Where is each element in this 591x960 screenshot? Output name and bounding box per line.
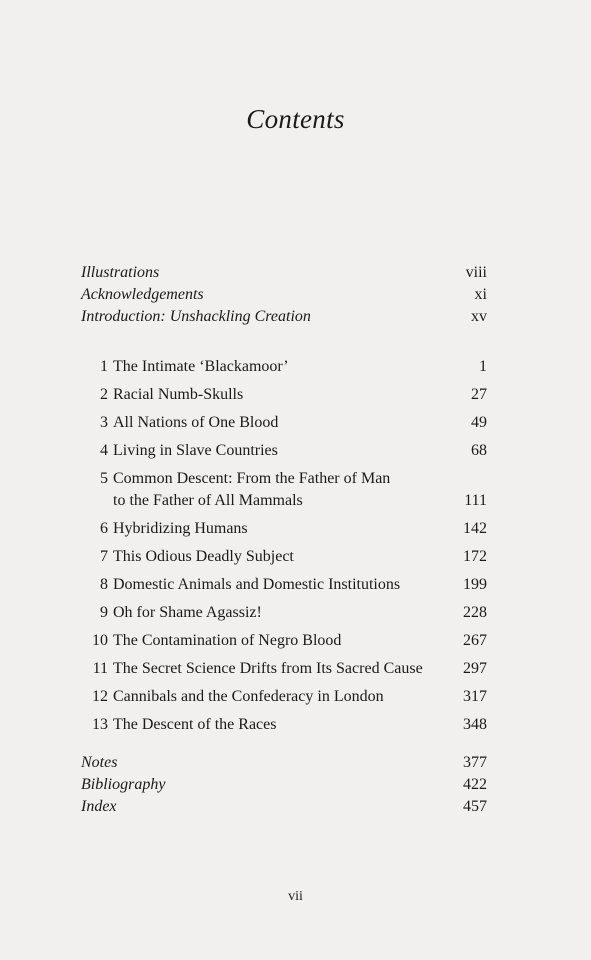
chapter-number: 12 (92, 688, 108, 705)
chapter-page: 142 (463, 520, 487, 537)
chapter-number: 4 (100, 442, 108, 459)
chapter-title-line-1: Common Descent: From the Father of Man (113, 470, 391, 487)
chapter-entry[interactable] (81, 596, 489, 624)
chapter-entry[interactable] (81, 350, 489, 378)
chapter-title: Oh for Shame Agassiz! (113, 604, 262, 621)
chapter-page: 317 (463, 688, 487, 705)
toc-entry[interactable] (81, 796, 489, 818)
chapter-page: 27 (471, 386, 487, 403)
chapter-page: 348 (463, 716, 487, 733)
toc-entry-page: viii (465, 264, 487, 281)
back-matter-list (81, 752, 489, 818)
chapter-page: 111 (464, 492, 487, 509)
chapter-number: 7 (100, 548, 108, 565)
chapter-page: 49 (471, 414, 487, 431)
chapter-title: Living in Slave Countries (113, 442, 278, 459)
chapter-entry[interactable] (81, 624, 489, 652)
chapter-page: 228 (463, 604, 487, 621)
chapter-title: All Nations of One Blood (113, 414, 279, 431)
chapter-number: 11 (92, 660, 108, 677)
toc-entry-label: Notes (81, 754, 118, 771)
chapter-entry[interactable] (81, 652, 489, 680)
toc-entry-page: 377 (463, 754, 487, 771)
chapter-page: 267 (463, 632, 487, 649)
toc-entry-page: xv (471, 308, 487, 325)
chapter-entry[interactable] (81, 680, 489, 708)
chapter-page: 297 (463, 660, 487, 677)
toc-entry-label: Acknowledgements (81, 286, 204, 303)
chapter-title: The Intimate ‘Blackamoor’ (113, 358, 289, 375)
toc-entry[interactable] (81, 752, 489, 774)
chapter-entry[interactable] (81, 434, 489, 462)
chapter-entry[interactable] (81, 406, 489, 434)
toc-entry-page: 457 (463, 798, 487, 815)
chapter-entry[interactable] (81, 540, 489, 568)
chapter-number: 2 (100, 386, 108, 403)
chapter-list (81, 350, 489, 736)
chapter-title: Hybridizing Humans (113, 520, 248, 537)
chapter-number: 13 (92, 716, 108, 733)
chapter-title-line-2: to the Father of All Mammals (113, 492, 303, 509)
chapter-page: 68 (471, 442, 487, 459)
chapter-entry[interactable] (81, 378, 489, 406)
toc-entry-page: xi (474, 286, 487, 303)
toc-entry[interactable] (81, 774, 489, 796)
chapter-number: 1 (100, 358, 108, 375)
chapter-title: The Descent of the Races (113, 716, 277, 733)
chapter-number: 9 (100, 604, 108, 621)
toc-entry[interactable] (81, 284, 489, 306)
chapter-entry[interactable] (81, 708, 489, 736)
toc-entry-label: Index (81, 798, 117, 815)
chapter-number: 3 (100, 414, 108, 431)
chapter-title: The Contamination of Negro Blood (113, 632, 342, 649)
chapter-page: 1 (479, 358, 487, 375)
chapter-number: 6 (100, 520, 108, 537)
chapter-title: The Secret Science Drifts from Its Sacred Cause (113, 660, 423, 677)
toc-entry-label: Illustrations (81, 264, 160, 281)
chapter-entry[interactable] (81, 462, 489, 512)
chapter-title: Domestic Animals and Domestic Institutions (113, 576, 401, 593)
page-title: Contents (246, 104, 345, 134)
chapter-number: 8 (100, 576, 108, 593)
chapter-title: Cannibals and the Confederacy in London (113, 688, 384, 705)
chapter-page: 172 (463, 548, 487, 565)
toc-entry-label: Bibliography (81, 776, 166, 793)
chapter-number: 10 (92, 632, 108, 649)
toc-entry-page: 422 (463, 776, 487, 793)
chapter-entry[interactable] (81, 512, 489, 540)
chapter-title (113, 468, 427, 512)
chapter-page: 199 (463, 576, 487, 593)
toc-entry[interactable] (81, 306, 489, 328)
chapter-number: 5 (100, 470, 108, 487)
chapter-entry[interactable] (81, 568, 489, 596)
toc-entry[interactable] (81, 262, 489, 284)
page-number: vii (288, 889, 303, 904)
chapter-title: Racial Numb-Skulls (113, 386, 244, 403)
toc-entry-label: Introduction: Unshackling Creation (81, 308, 311, 325)
front-matter-list (81, 262, 489, 328)
chapter-title: This Odious Deadly Subject (113, 548, 294, 565)
